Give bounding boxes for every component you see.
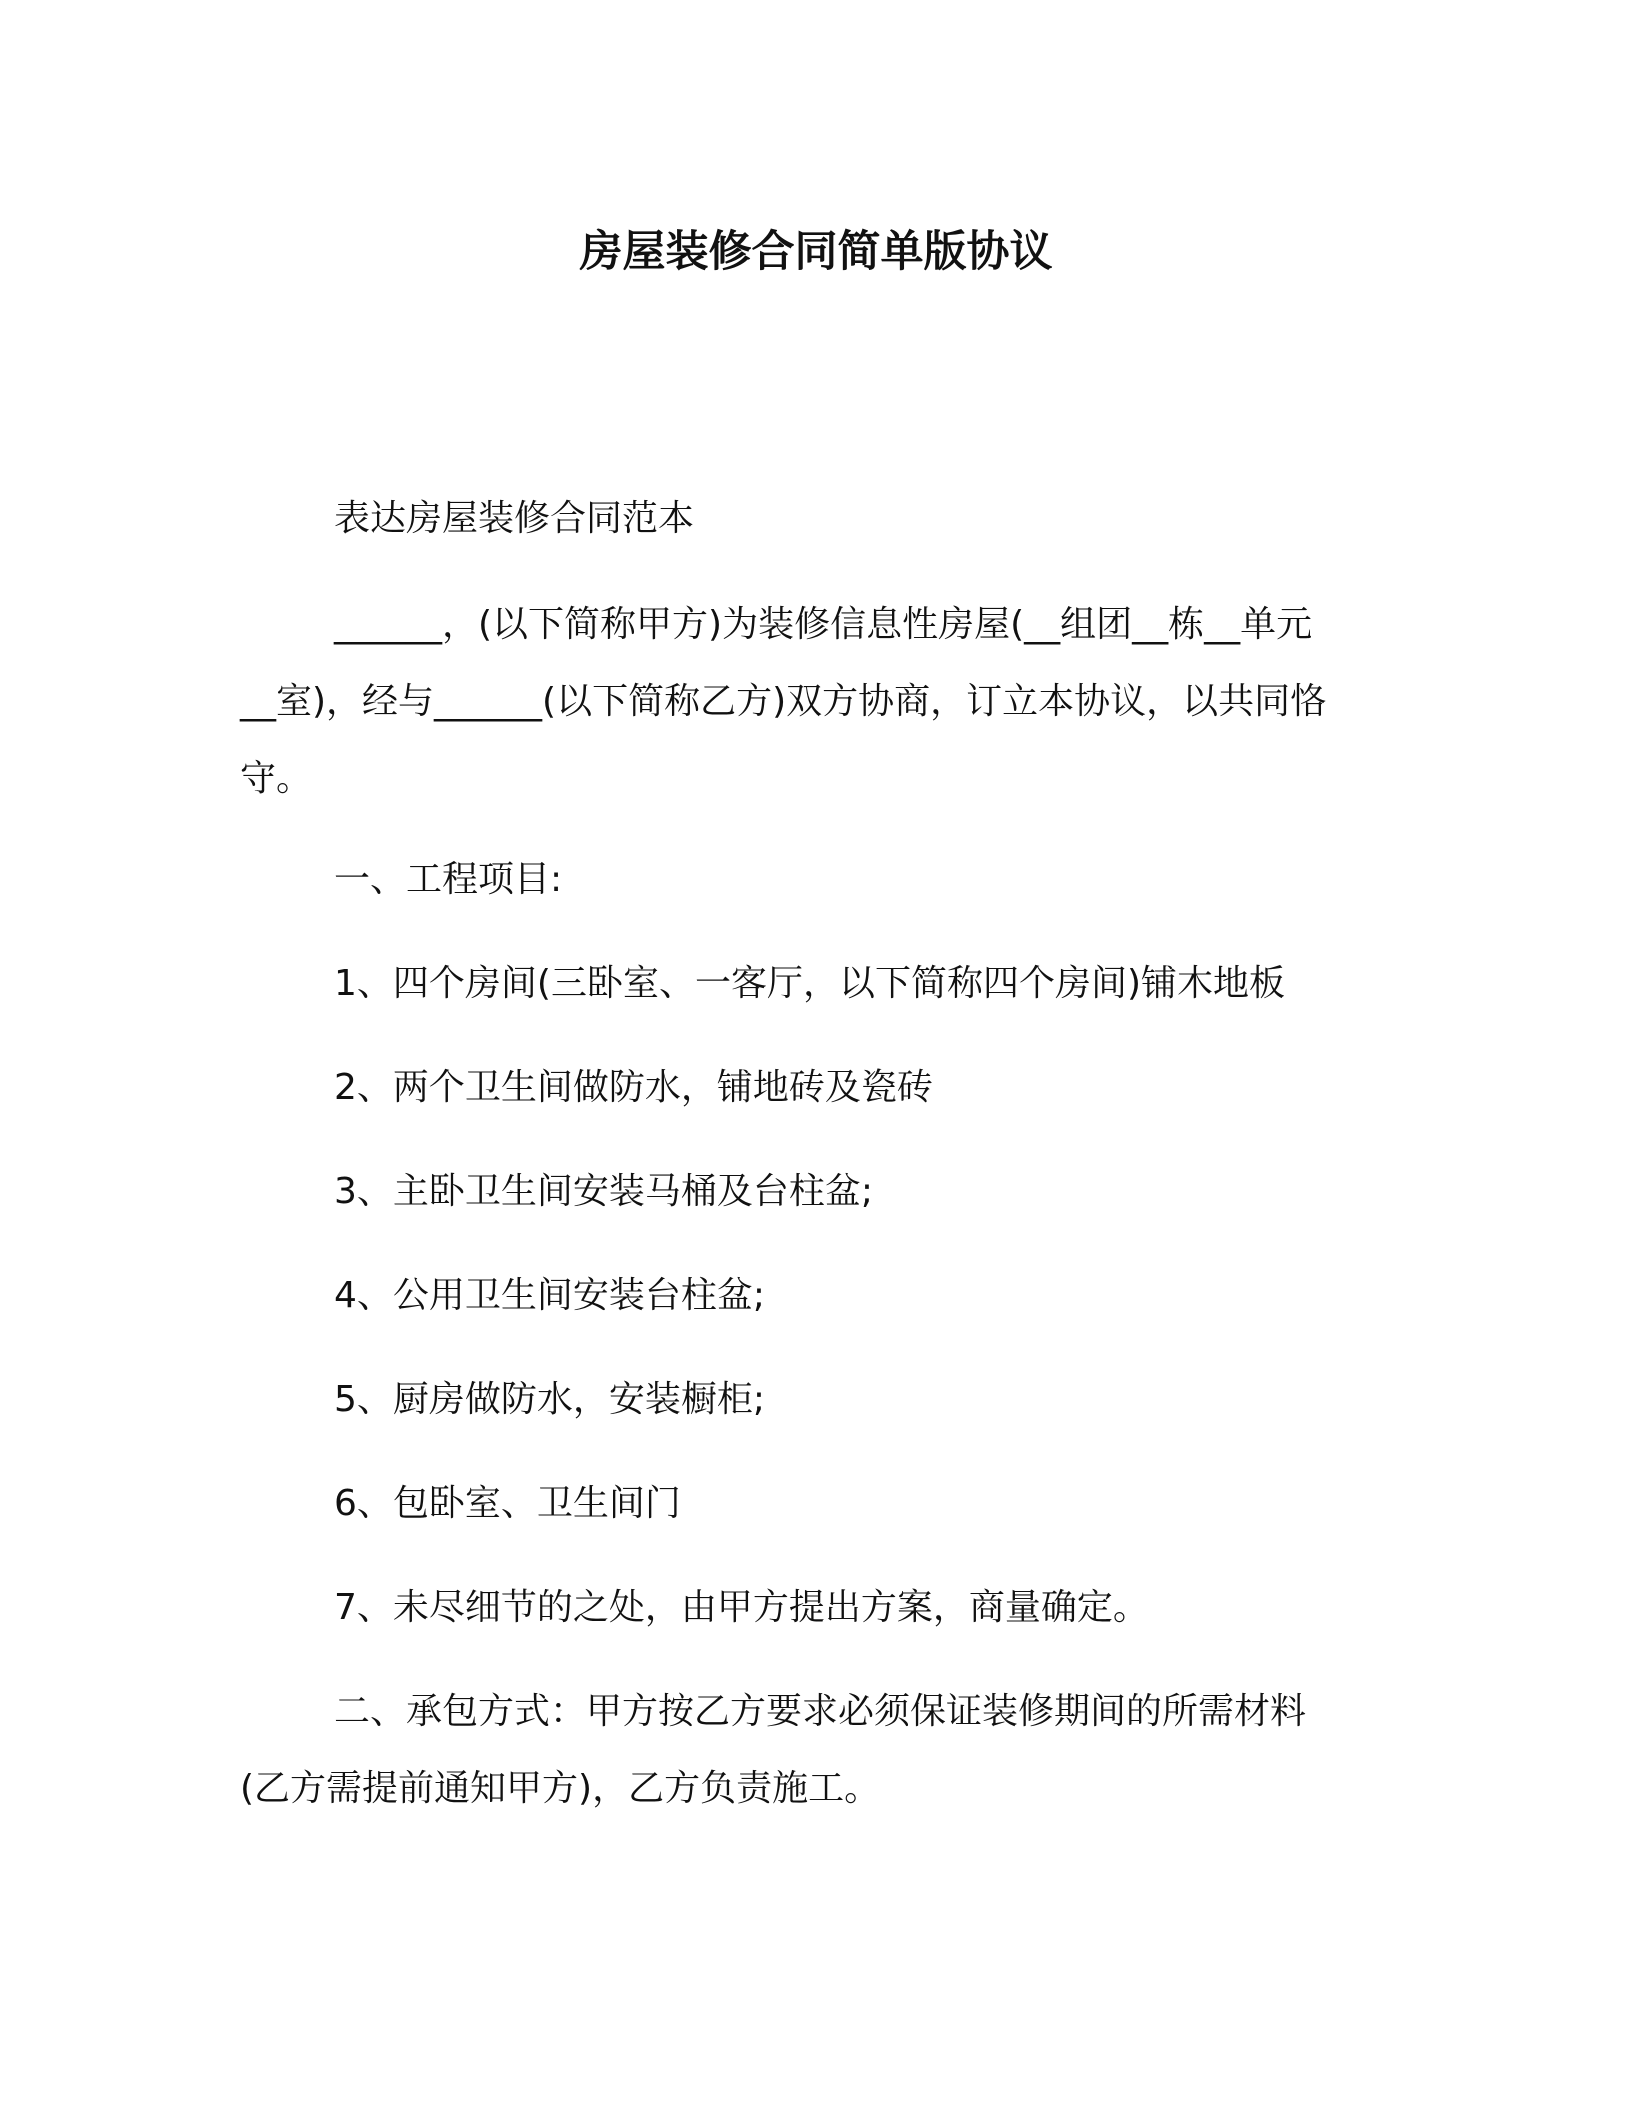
contract-method-line: 二、承包方式：甲方按乙方要求必须保证装修期间的所需材料 — [334, 1691, 1307, 1732]
intro-line: ______，(以下简称甲方)为装修信息性房屋(__组团__栋__单元 — [334, 604, 1313, 645]
section-contract-method — [240, 1673, 1390, 1827]
list-item: 6、包卧室、卫生间门 — [334, 1483, 681, 1524]
list-item: 5、厨房做防水，安装橱柜; — [334, 1379, 766, 1420]
section-heading-projects: 一、工程项目: — [334, 859, 563, 900]
list-item: 3、主卧卫生间安装马桶及台柱盆; — [334, 1171, 874, 1212]
document-subtitle: 表达房屋装修合同范本 — [334, 498, 695, 539]
intro-paragraph — [240, 586, 1390, 817]
intro-line: __室)，经与______(以下简称乙方)双方协商，订立本协议，以共同恪 — [240, 681, 1327, 722]
list-item: 1、四个房间(三卧室、一客厅，以下简称四个房间)铺木地板 — [334, 963, 1285, 1004]
intro-line: 守。 — [240, 758, 313, 799]
document-title: 房屋装修合同简单版协议 — [579, 227, 1053, 277]
list-item: 7、未尽细节的之处，由甲方提出方案，商量确定。 — [334, 1587, 1149, 1628]
list-item: 2、两个卫生间做防水，铺地砖及瓷砖 — [334, 1067, 933, 1108]
list-item: 4、公用卫生间安装台柱盆; — [334, 1275, 766, 1316]
contract-method-line: (乙方需提前通知甲方)，乙方负责施工。 — [240, 1768, 881, 1809]
